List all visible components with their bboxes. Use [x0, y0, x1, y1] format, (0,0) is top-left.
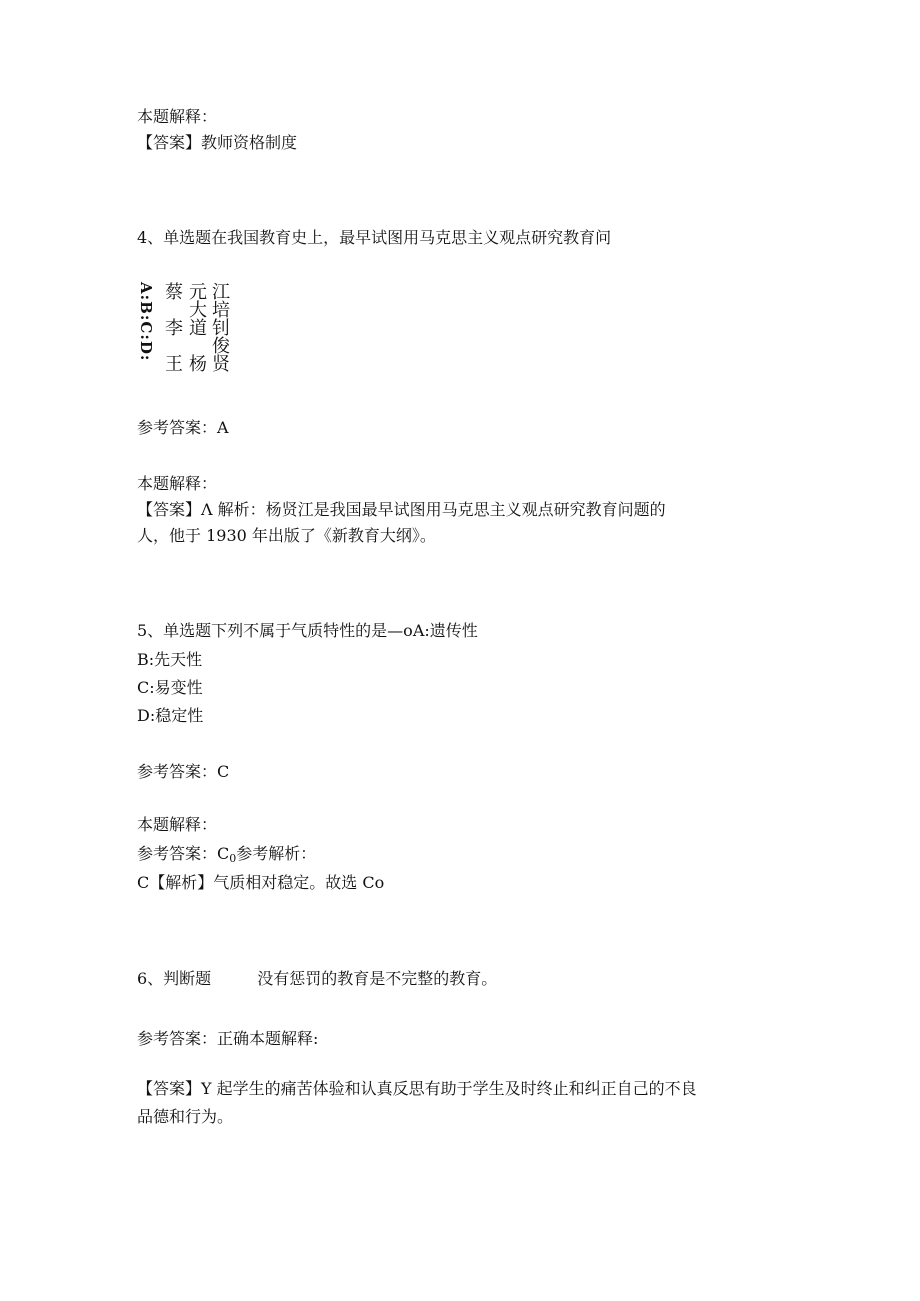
q5-question: 5、单选题下列不属于气质特性的是—oA:遗传性	[137, 621, 478, 640]
q6-explain-line2: 品德和行为。	[137, 1107, 234, 1126]
q5-ref-parse-prefix: 参考答案：C	[137, 844, 230, 863]
q6-question	[137, 969, 497, 989]
q5-option-b: B:先天性	[137, 650, 203, 669]
q6-statement: 没有惩罚的教育是不完整的教育。	[257, 969, 498, 988]
q6-ref-answer: 参考答案：正确本题解释:	[137, 1029, 319, 1048]
q4-question: 4、单选题在我国教育史上，最早试图用马克思主义观点研究教育问	[137, 228, 612, 247]
q4-explain-label: 本题解释：	[137, 474, 218, 493]
q4-option-col3: 江培钊俊贤	[209, 282, 230, 372]
q5-ref-parse-sub: 0	[229, 852, 237, 865]
q5-option-c: C:易变性	[137, 678, 203, 697]
q5-option-d: D:稳定性	[137, 706, 204, 725]
q4-explain-line1: 【答案】Λ 解析：杨贤江是我国最早试图用马克思主义观点研究教育问题的	[137, 500, 666, 519]
q4-ref-answer: 参考答案：A	[137, 418, 229, 437]
q5-explain-detail: C【解析】气质相对稳定。故选 Co	[137, 873, 385, 892]
q4-option-col2: 元大道 杨	[186, 282, 207, 372]
q5-ref-parse-suffix: 参考解析：	[236, 844, 317, 863]
q4-option-letters: A:B:C:D:	[137, 282, 155, 362]
q6-prefix: 6、判断题	[137, 969, 212, 988]
q3-explain-label: 本题解释：	[137, 107, 218, 126]
q5-explain-label: 本题解释：	[137, 815, 218, 834]
q5-ref-answer: 参考答案：C	[137, 762, 230, 781]
q4-option-col1: 蔡 李 王	[162, 282, 183, 372]
q5-ref-parse	[137, 844, 316, 869]
q6-explain-line1: 【答案】Y 起学生的痛苦体验和认真反思有助于学生及时终止和纠正自己的不良	[137, 1079, 697, 1098]
q3-answer: 【答案】教师资格制度	[137, 133, 298, 152]
q4-explain-line2: 人，他于 1930 年出版了《新教育大纲》。	[137, 526, 436, 545]
